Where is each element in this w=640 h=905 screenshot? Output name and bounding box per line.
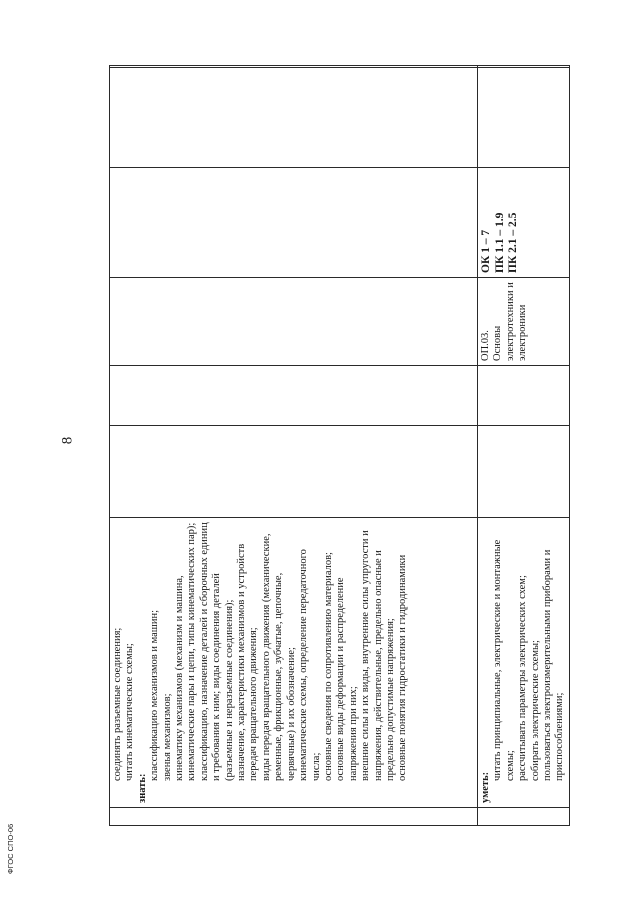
table-cell-content (110, 518, 478, 808)
table-cell-edge (110, 66, 478, 68)
competency-code: ОК 1 – 7 (480, 229, 492, 273)
content-line: читать кинематические схемы; (124, 643, 136, 781)
table-cell-hours (110, 366, 478, 426)
discipline-line: Основы (492, 325, 504, 361)
competency-codes (480, 172, 521, 273)
table-cell-index (478, 808, 570, 826)
discipline-name (480, 282, 530, 361)
content-list (112, 522, 410, 803)
content-line: классификацию, назначение деталей и сборочных единиц и требования к ним; виды соединения деталей (разъемные и неразъемные соединения); (198, 522, 235, 781)
content-line: соединять разъемные соединения; (112, 627, 123, 781)
content-line: внешние силы и их виды, внутренние силы упругости и напряжения, действительные, предельно опасные и предельно допустимые напряжения; (360, 530, 396, 781)
content-line: назначение, характеристики механизмов и устройств передач вращательного движения; (236, 543, 260, 781)
content-line: классификацию механизмов и машин; (149, 609, 161, 781)
content-line: основные сведения по сопротивлению материалов; (322, 552, 334, 781)
discipline-line: электроники (517, 304, 529, 361)
section-heading: знать: (136, 773, 148, 803)
table-row (478, 66, 570, 826)
content-line: собирать электрические схемы; (529, 640, 541, 781)
curriculum-table (109, 65, 570, 826)
content-line: основные понятия гидростатики и гидродинамики (397, 554, 409, 781)
competency-code: ПК 2.1 – 2.5 (507, 212, 519, 273)
content-line: рассчитывать параметры электрических схем; (517, 575, 529, 781)
table-cell-competencies (110, 168, 478, 278)
content-line: кинематику механизмов (механизм и машина, кинематические пары и цепи, типы кинематических пар); (174, 522, 198, 781)
content-line: виды передач вращательного движения (механические, ременные, фрикционные, зубчатые, цепочные, червячные) и их обозначение; (260, 533, 297, 781)
table-row (110, 66, 478, 826)
discipline-line: электротехники и (504, 282, 516, 361)
table-cell-competencies (478, 168, 570, 278)
table-cell-max-load (478, 426, 570, 518)
page-number: 8 (59, 436, 76, 445)
content-line: кинематические схемы, определение передаточного числа; (298, 549, 322, 781)
table-cell-content (478, 518, 570, 808)
table-cell-extra (478, 68, 570, 168)
table-cell-discipline (110, 278, 478, 366)
table-cell-index (110, 808, 478, 826)
table-cell-extra (110, 68, 478, 168)
footer-standard-label: ФГОС СПО-06 (6, 823, 15, 874)
table-cell-hours (478, 366, 570, 426)
content-line: пользоваться электроизмерительными приборами и приспособлениями; (542, 549, 566, 781)
content-list (480, 522, 567, 803)
table-cell-discipline (478, 278, 570, 366)
table-cell-max-load (110, 426, 478, 518)
rotated-landscape-page (109, 66, 567, 826)
content-line: читать принципиальные, электрические и монтажные схемы; (492, 539, 516, 781)
discipline-line: ОП.03. (480, 330, 491, 361)
table-cell-edge (478, 66, 570, 68)
competency-code: ПК 1.1 – 1.9 (493, 212, 506, 273)
content-line: основные виды деформации и распределение напряжения при них; (335, 577, 359, 781)
section-heading: уметь: (480, 771, 491, 803)
content-line: звенья механизмов; (161, 693, 173, 781)
